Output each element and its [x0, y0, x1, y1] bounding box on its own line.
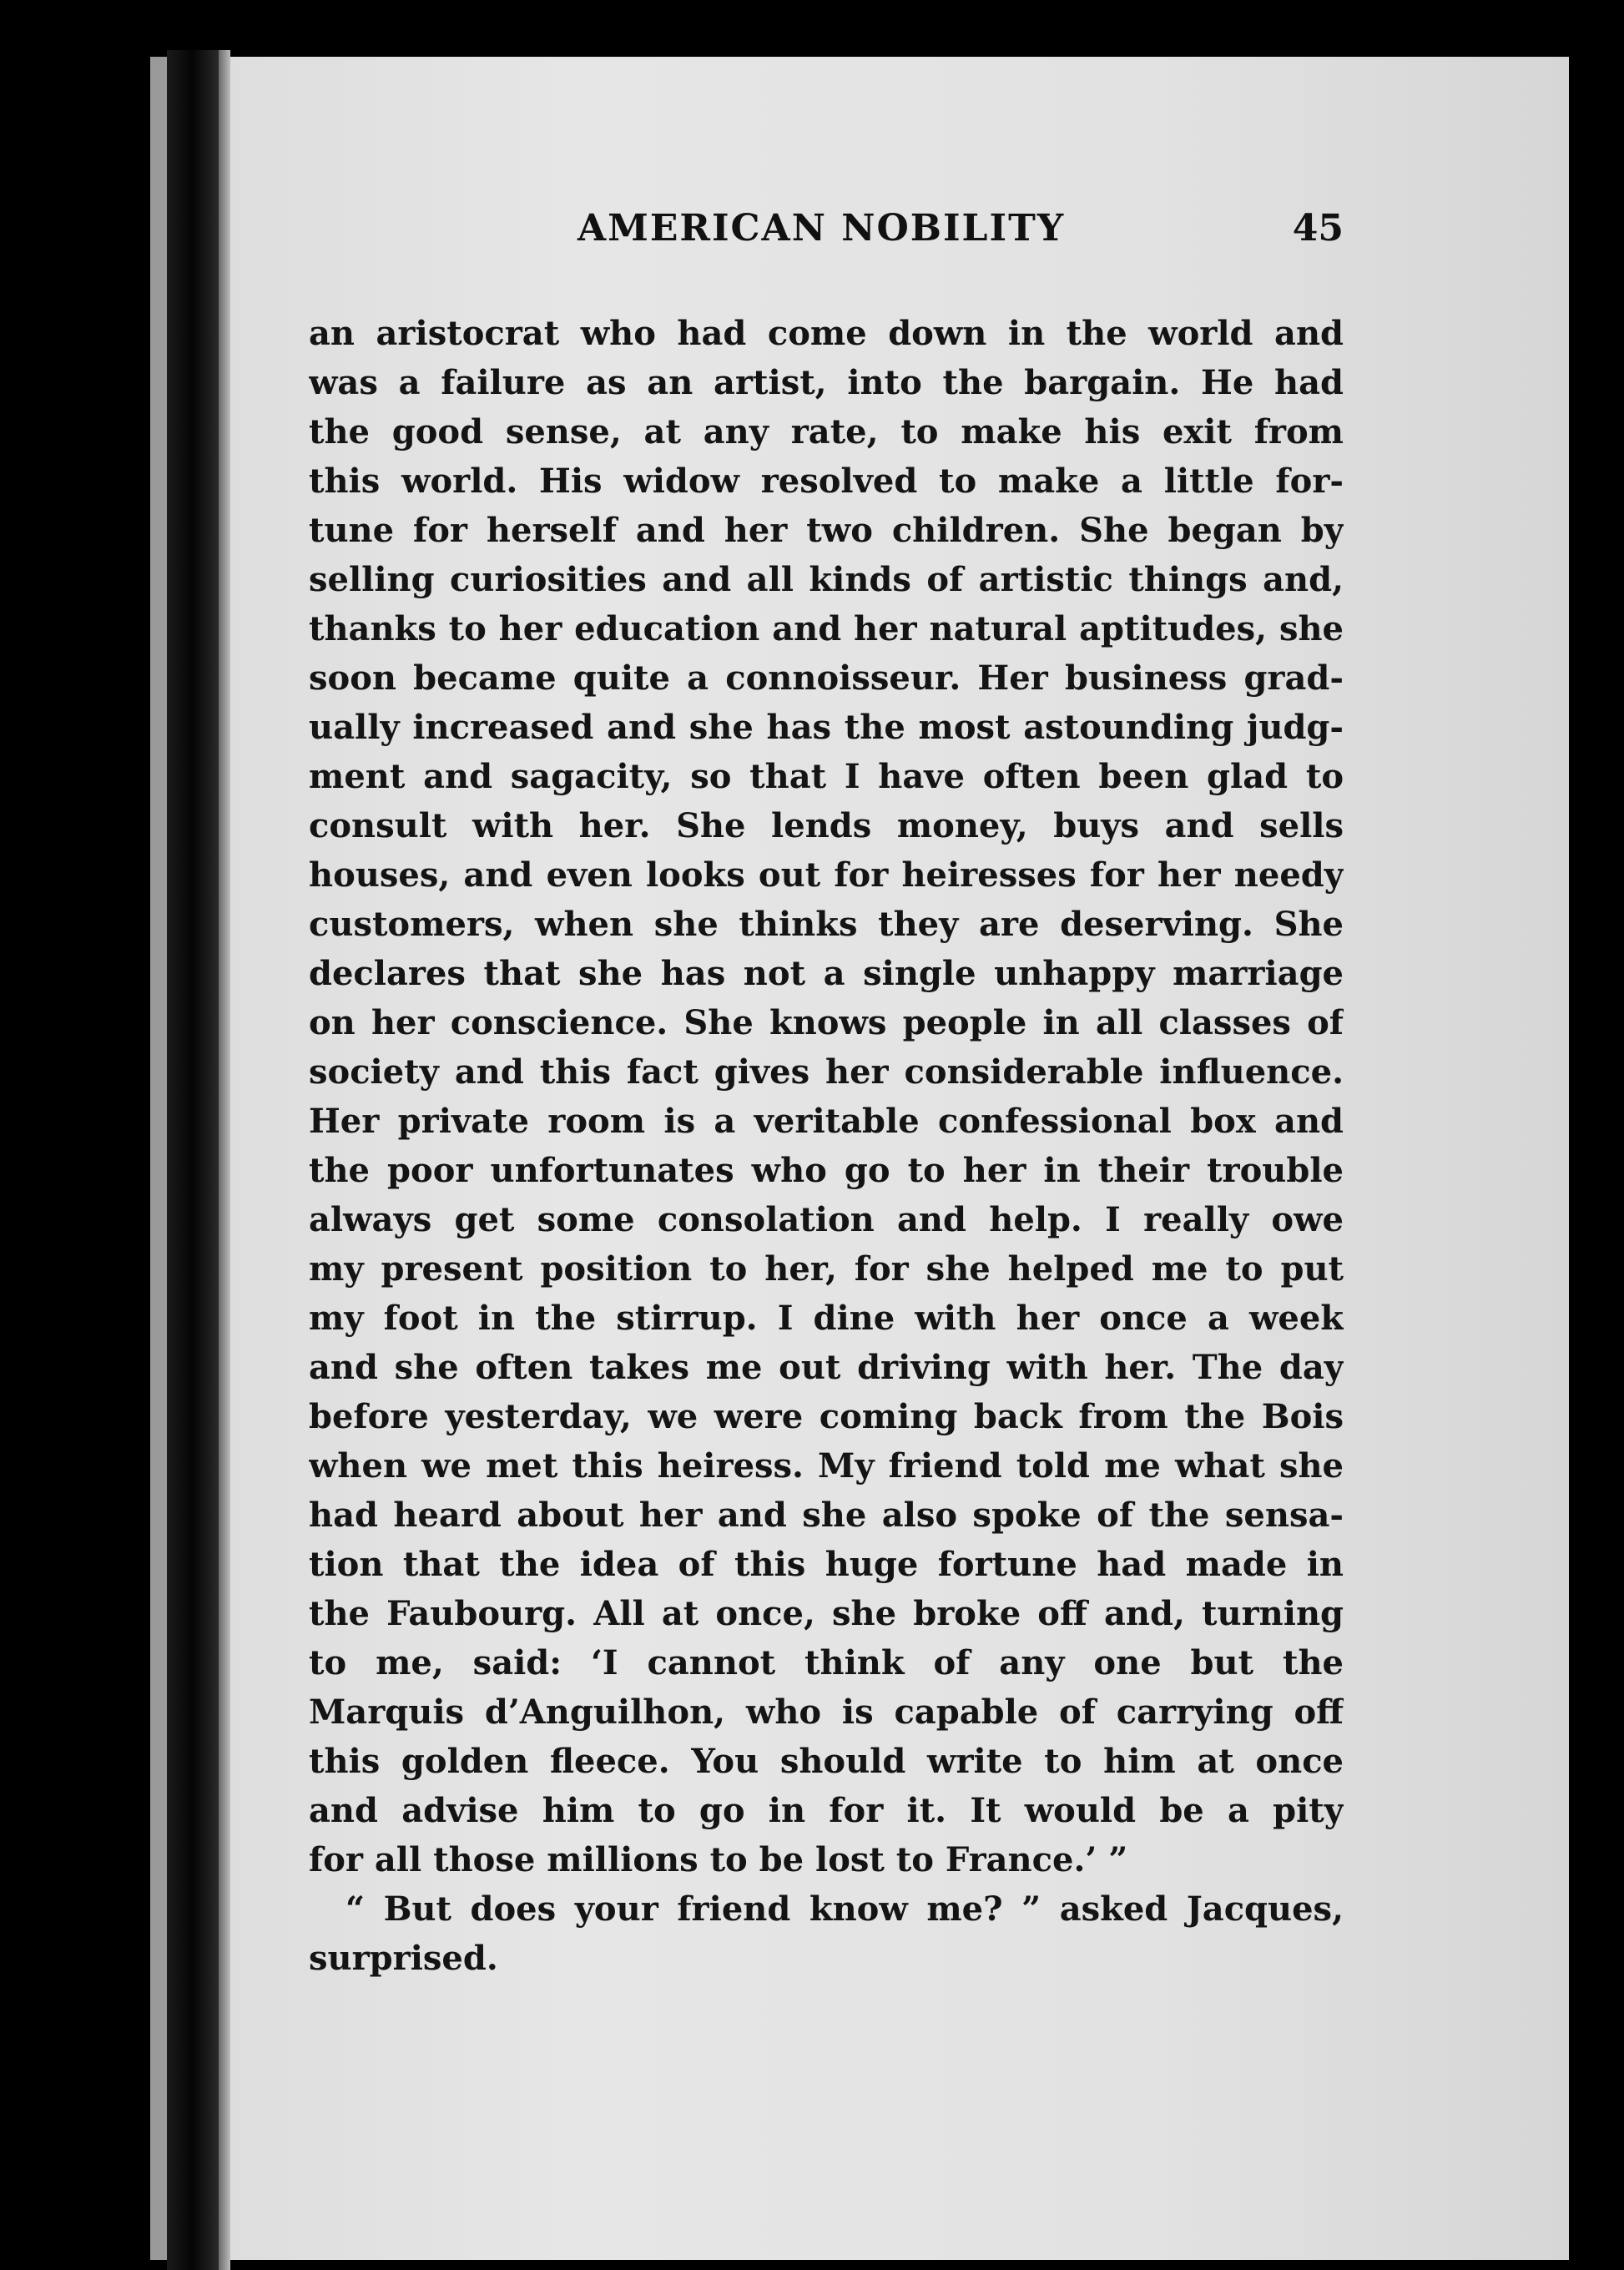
text-line: an aristocrat who had come down in the world and: [309, 314, 1344, 353]
text-line: customers, when she thinks they are deserving. She: [309, 905, 1344, 944]
text-line: society and this fact gives her considerable influence.: [309, 1052, 1344, 1092]
text-line: had heard about her and she also spoke of the sensa-: [309, 1496, 1344, 1535]
page-header: [309, 207, 1344, 265]
page-number: 45: [1292, 207, 1344, 250]
text-line: the good sense, at any rate, to make his exit from: [309, 412, 1344, 451]
text-line: the Faubourg. All at once, she broke off and, turning: [309, 1594, 1344, 1633]
text-line: the poor unfortunates who go to her in their trouble: [309, 1151, 1344, 1190]
text-line: soon became quite a connoisseur. Her business grad-: [309, 658, 1344, 698]
text-line: my present position to her, for she helped me to put: [309, 1249, 1344, 1289]
text-line: ually increased and she has the most astounding judg-: [309, 708, 1344, 747]
text-line: tune for herself and her two children. She began by: [309, 511, 1344, 550]
text-line: this world. His widow resolved to make a little for-: [309, 462, 1344, 501]
text-line: for all those millions to be lost to France.’ ”: [309, 1840, 1128, 1879]
text-line: and she often takes me out driving with her. The day: [309, 1348, 1344, 1387]
text-line: before yesterday, we were coming back from the Bois: [309, 1397, 1344, 1436]
text-line: surprised.: [309, 1939, 498, 1978]
text-line: Marquis d’Anguilhon, who is capable of carrying off: [309, 1692, 1344, 1732]
text-line: when we met this heiress. My friend told me what she: [309, 1446, 1344, 1486]
scan-border-right: [1569, 57, 1624, 2270]
text-line: to me, said: ‘I cannot think of any one but the: [309, 1643, 1344, 1682]
text-line: “ But does your friend know me? ” asked Jacques,: [345, 1889, 1344, 1929]
running-head: AMERICAN NOBILITY: [577, 207, 1066, 250]
text-line: declares that she has not a single unhappy marriage: [309, 954, 1344, 993]
body-text: [309, 309, 1344, 1983]
text-line: consult with her. She lends money, buys and sells: [309, 806, 1344, 845]
text-line: tion that the idea of this huge fortune had made in: [309, 1545, 1344, 1584]
facing-page-edge: [150, 57, 167, 2260]
gutter-shadow: [219, 50, 230, 2270]
text-line: on her conscience. She knows people in all classes of: [309, 1003, 1344, 1042]
text-line: and advise him to go in for it. It would be a pity: [309, 1791, 1344, 1830]
text-line: houses, and even looks out for heiresses for her needy: [309, 855, 1344, 895]
text-line: always get some consolation and help. I really owe: [309, 1200, 1344, 1239]
book-gutter: [167, 50, 219, 2270]
text-line: thanks to her education and her natural aptitudes, she: [309, 609, 1344, 648]
text-line: Her private room is a veritable confessional box and: [309, 1102, 1344, 1141]
text-line: ment and sagacity, so that I have often been glad to: [309, 757, 1344, 796]
text-line: my foot in the stirrup. I dine with her once a week: [309, 1299, 1344, 1338]
text-line: selling curiosities and all kinds of artistic things and,: [309, 560, 1344, 599]
text-line: this golden fleece. You should write to him at once: [309, 1742, 1344, 1781]
text-line: was a failure as an artist, into the bargain. He had: [309, 363, 1344, 402]
